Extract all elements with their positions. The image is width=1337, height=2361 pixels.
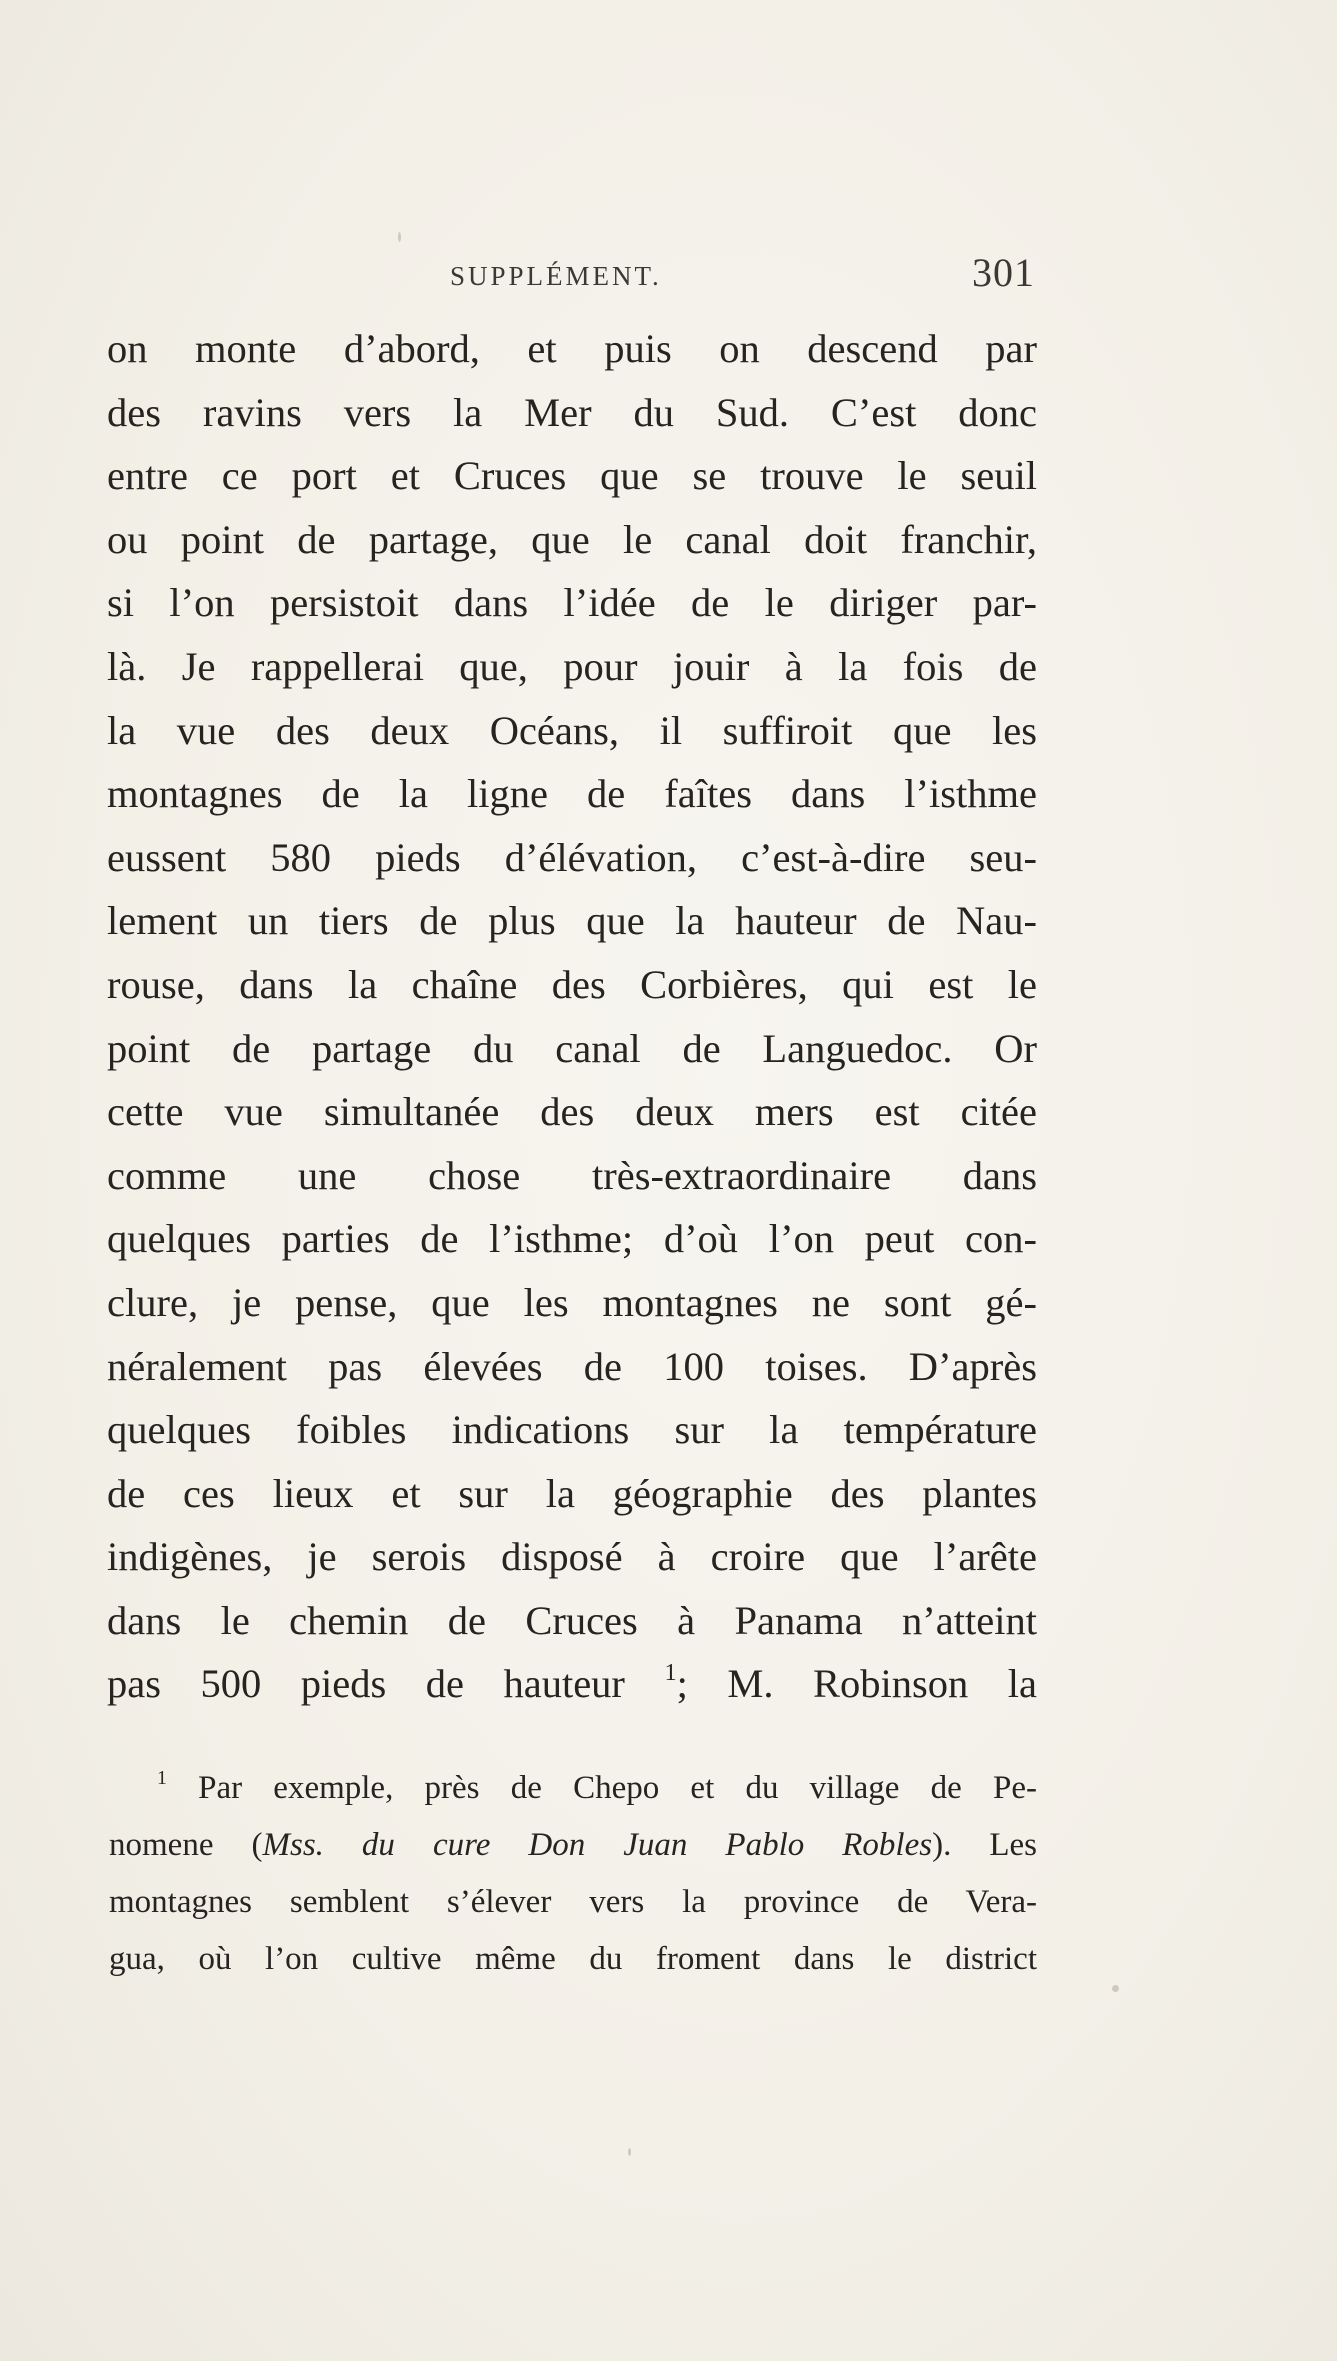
paper-speck	[1112, 1985, 1119, 1992]
footnote-reference: 1	[664, 1659, 677, 1687]
text-segment: pas 500 pieds de hauteur	[107, 1661, 625, 1707]
text-line: néralement pas élevées de 100 toises. D’après	[107, 1343, 1037, 1389]
paper-speck	[628, 2148, 631, 2156]
text-line: de ces lieux et sur la géographie des plantes	[107, 1470, 1037, 1516]
text-line: quelques parties de l’isthme; d’où l’on peut con-	[107, 1216, 1037, 1262]
text-line: la vue des deux Océans, il suffiroit que les	[107, 707, 1037, 753]
footnote-text: Par exemple, près de Chepo et du village de Pe-	[198, 1770, 1038, 1806]
footnote-line	[109, 1760, 1037, 1817]
running-head	[105, 250, 1035, 295]
text-segment: ; M. Robinson la	[676, 1661, 1037, 1707]
text-line: rouse, dans la chaîne des Corbières, qui est le	[107, 961, 1037, 1007]
text-line: ou point de partage, que le canal doit franchir,	[107, 516, 1037, 562]
text-line: montagnes de la ligne de faîtes dans l’isthme	[107, 771, 1037, 817]
text-line: entre ce port et Cruces que se trouve le seuil	[107, 453, 1037, 499]
text-line-last	[107, 1652, 1037, 1716]
text-line: lement un tiers de plus que la hauteur de Nau-	[107, 898, 1037, 944]
text-line: indigènes, je serois disposé à croire que l’arête	[107, 1534, 1037, 1580]
footnote-line: montagnes semblent s’élever vers la province de Vera-	[109, 1884, 1037, 1920]
running-head-title: SUPPLÉMENT.	[450, 261, 662, 291]
text-line: si l’on persistoit dans l’idée de le diriger par-	[107, 580, 1037, 626]
text-line: on monte d’abord, et puis on descend par	[107, 326, 1037, 371]
body-text	[107, 317, 1037, 1716]
paper-speck	[398, 232, 401, 242]
footnote-line	[109, 1817, 1037, 1874]
text-line: quelques foibles indications sur la température	[107, 1407, 1037, 1453]
footnote-line: gua, où l’on cultive même du froment dans le district	[109, 1941, 1037, 1977]
text-line: clure, je pense, que les montagnes ne sont gé-	[107, 1279, 1037, 1325]
footnote	[109, 1760, 1037, 1988]
footnote-text: nomene (	[109, 1827, 263, 1863]
footnote-text: ). Les	[932, 1827, 1038, 1863]
manuscript-citation: Mss. du cure Don Juan Pablo Robles	[262, 1827, 933, 1863]
page-number: 301	[972, 250, 1035, 295]
text-line: des ravins vers la Mer du Sud. C’est donc	[107, 389, 1037, 435]
text-line: là. Je rappellerai que, pour jouir à la fois de	[107, 643, 1037, 689]
text-line: point de partage du canal de Languedoc. Or	[107, 1025, 1037, 1071]
text-line: dans le chemin de Cruces à Panama n’atteint	[107, 1597, 1037, 1643]
text-line: eussent 580 pieds d’élévation, c’est-à-dire seu-	[107, 834, 1037, 880]
text-line: comme une chose très-extraordinaire dans	[107, 1152, 1037, 1198]
text-line: cette vue simultanée des deux mers est citée	[107, 1089, 1037, 1135]
footnote-marker: 1	[157, 1767, 167, 1790]
